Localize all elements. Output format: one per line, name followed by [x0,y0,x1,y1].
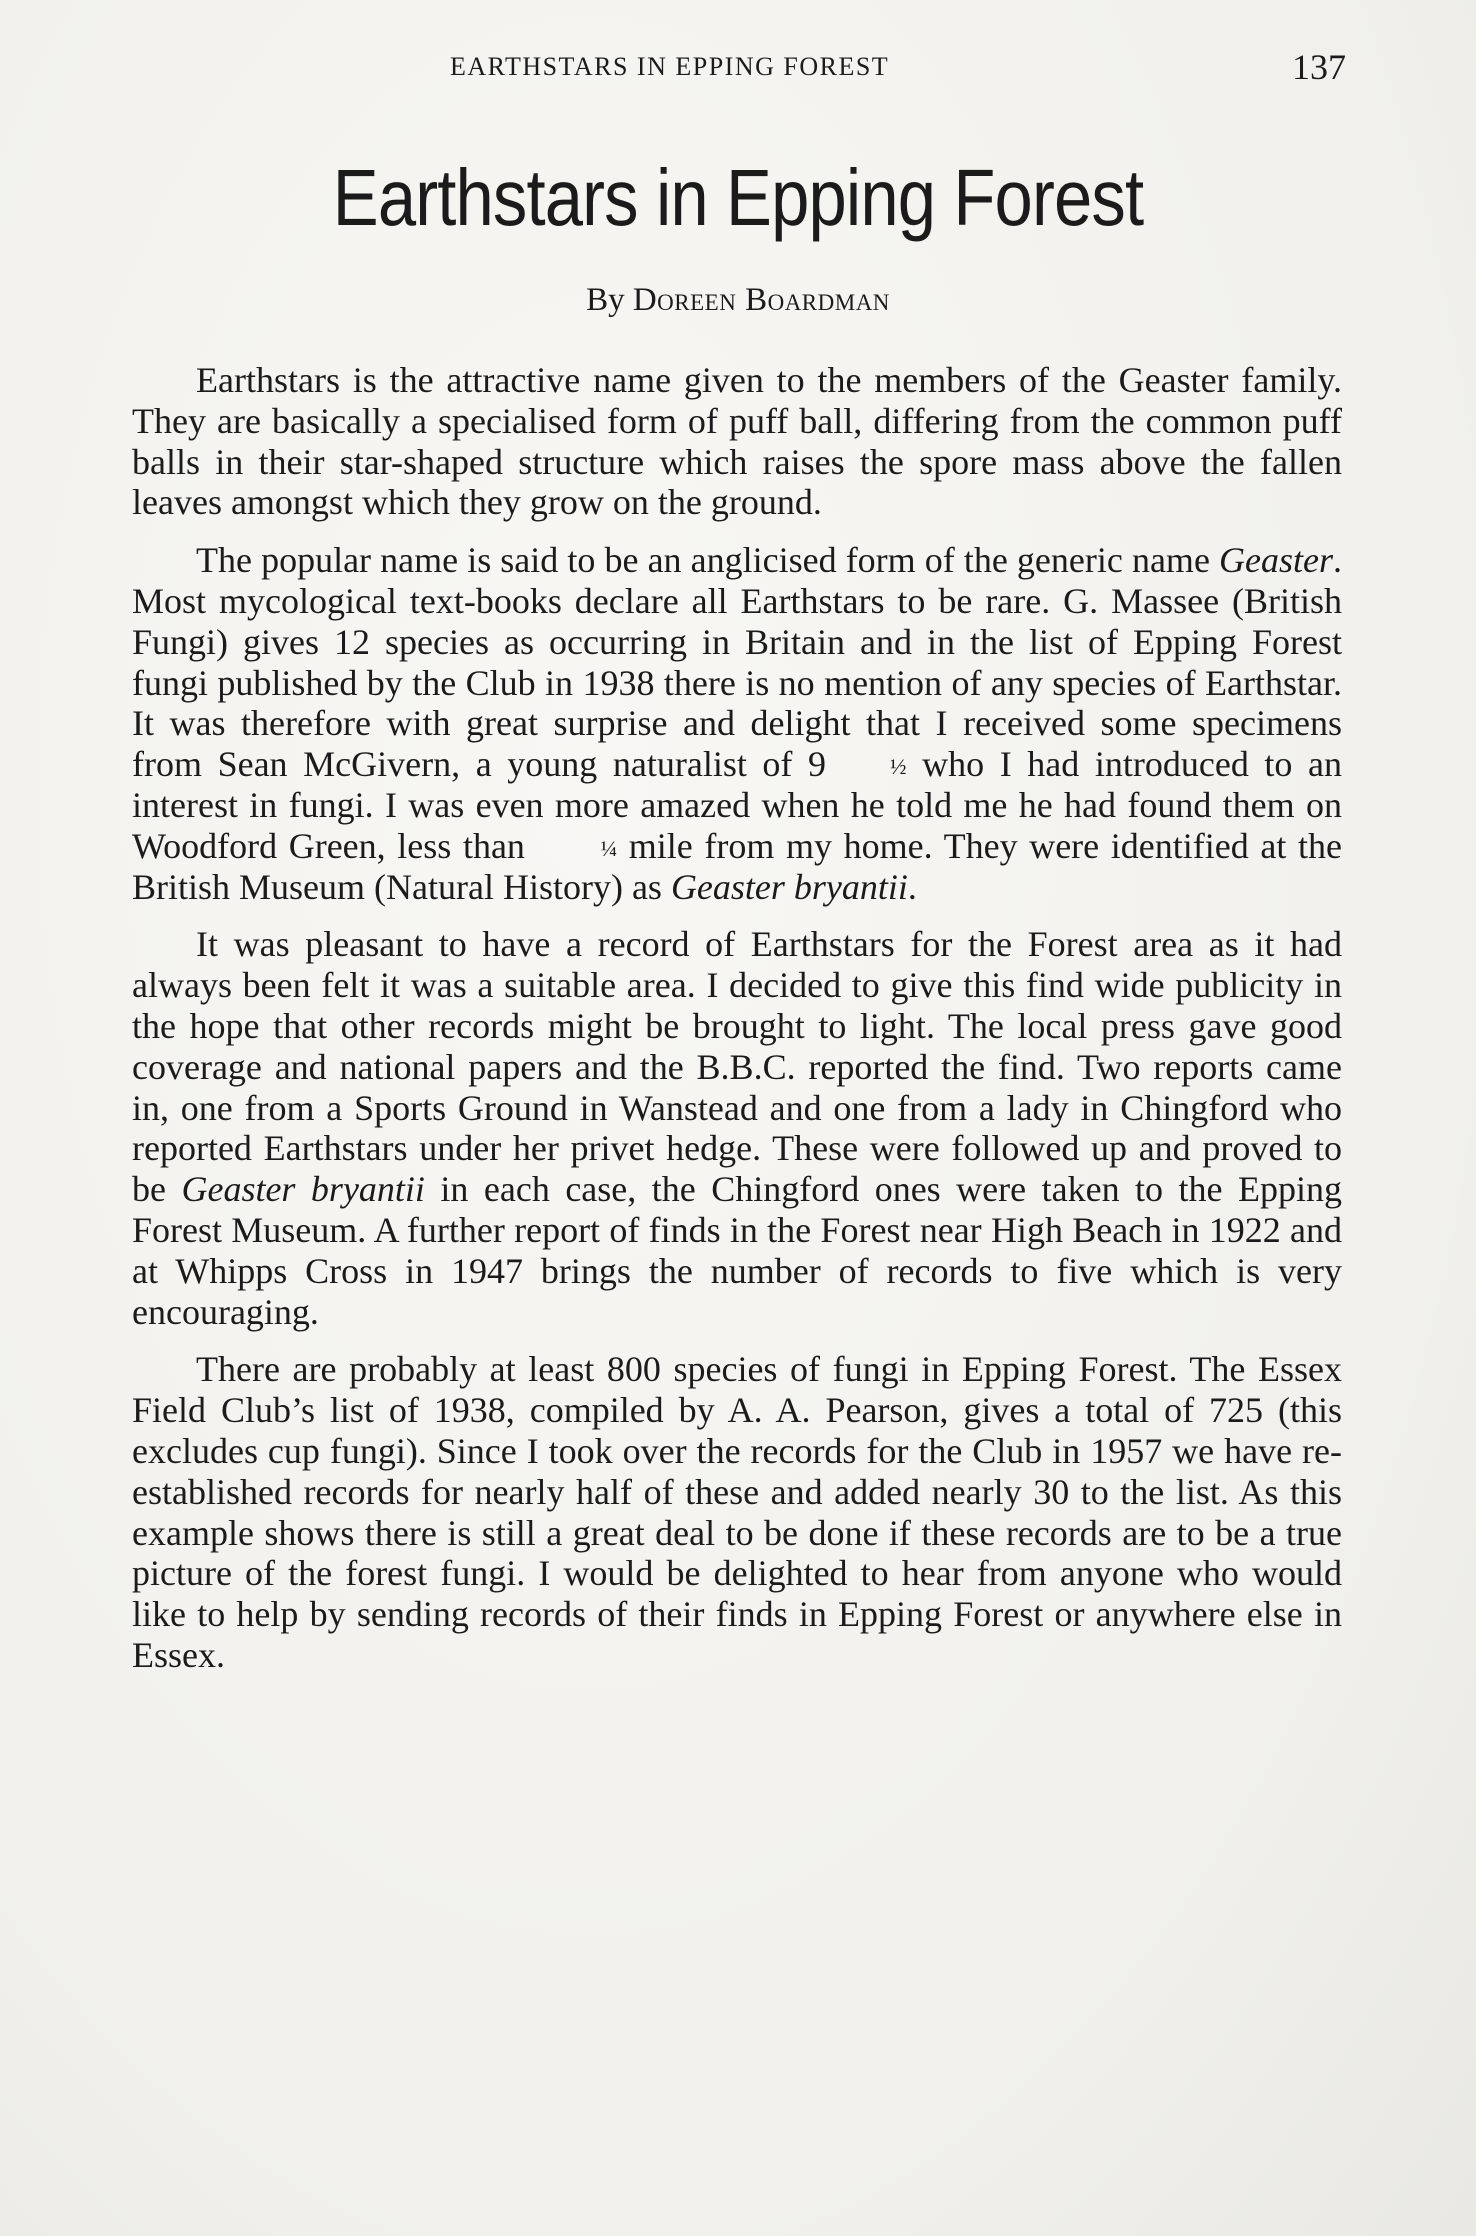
paragraph-2-text-c: . Most mycological text-books declare all Earthstars to be rare. G. Massee (British Fungi) gives 12 species as occurring in Britain and in the list of Epping Forest fungi published by the Club in 1938 there is no mention of any species of Earthstar. It was therefore with great surprise and delight that I received some specimens from Sean McGivern, a young naturalist of 9 [132,540,1342,785]
genus-name-italic: Geaster [1219,540,1333,581]
paragraph-2-text-e: mile from my home. They were identified at the British Museum (Natural History) as [132,825,1342,907]
species-name-italic: Geaster bryantii [181,1169,425,1210]
species-name-italic: Geaster bryantii [670,866,908,907]
article-body [132,360,1342,1693]
running-head-title: EARTHSTARS IN EPPING FOREST [450,52,890,81]
paragraph-2-text-g: . [907,866,917,907]
paragraph-1: Earthstars is the attractive name given to the members of the Geaster family. They are basically a specialised form of puff ball, differing from the common puff balls in their star-shaped structure which raises the spore mass above the fallen leaves amongst which they grow on the ground. [132,360,1342,523]
fraction-half: ½ [890,754,907,780]
paragraph-3-text-a: It was pleasant to have a record of Earthstars for the Forest area as it had always been felt it was a suitable area. I decided to give this find wide publicity in the hope that other records might be brought to light. The local press gave good coverage and national papers and the B.B.C. reported the find. Two reports came in, one from a Sports Ground in Wanstead and one from a lady in Chingford who reported Earthstars under her privet hedge. These were followed up and proved to be [132,924,1342,1210]
page-number: 137 [1292,47,1346,87]
paragraph-2-text-a: The popular name is said to be an anglicised form of the generic name [196,540,1220,581]
paragraph-2-text-d: who I had introduced to an interest in fungi. I was even more amazed when he told me he had found them on Woodford Green, less than [132,744,1342,866]
byline [0,282,1476,319]
byline-author: Doreen Boardman [632,282,890,318]
paragraph-3 [132,924,1342,1332]
running-head [0,47,1476,92]
paragraph-4: There are probably at least 800 species of fungi in Epping Forest. The Essex Field Club’s list of 1938, compiled by A. A. Pearson, gives a total of 725 (this excludes cup fungi). Since I took over the records for the Club in 1957 we have re-established records for nearly half of these and added nearly 30 to the list. As this example shows there is still a great deal to be done if these records are to be a true picture of the forest fungi. I would be delighted to hear from anyone who would like to help by sending records of their finds in Epping Forest or anywhere else in Essex. [132,1349,1342,1675]
fraction-quarter: ¼ [600,835,618,861]
paragraph-3-text-c: in each case, the Chingford ones were taken to the Epping Forest Museum. A further report of finds in the Forest near High Beach in 1922 and at Whipps Cross in 1947 brings the number of records to five which is very encouraging. [132,1169,1342,1332]
byline-prefix: By [586,282,633,318]
article-title: Earthstars in Epping Forest [332,153,1144,242]
paragraph-2 [132,540,1342,907]
